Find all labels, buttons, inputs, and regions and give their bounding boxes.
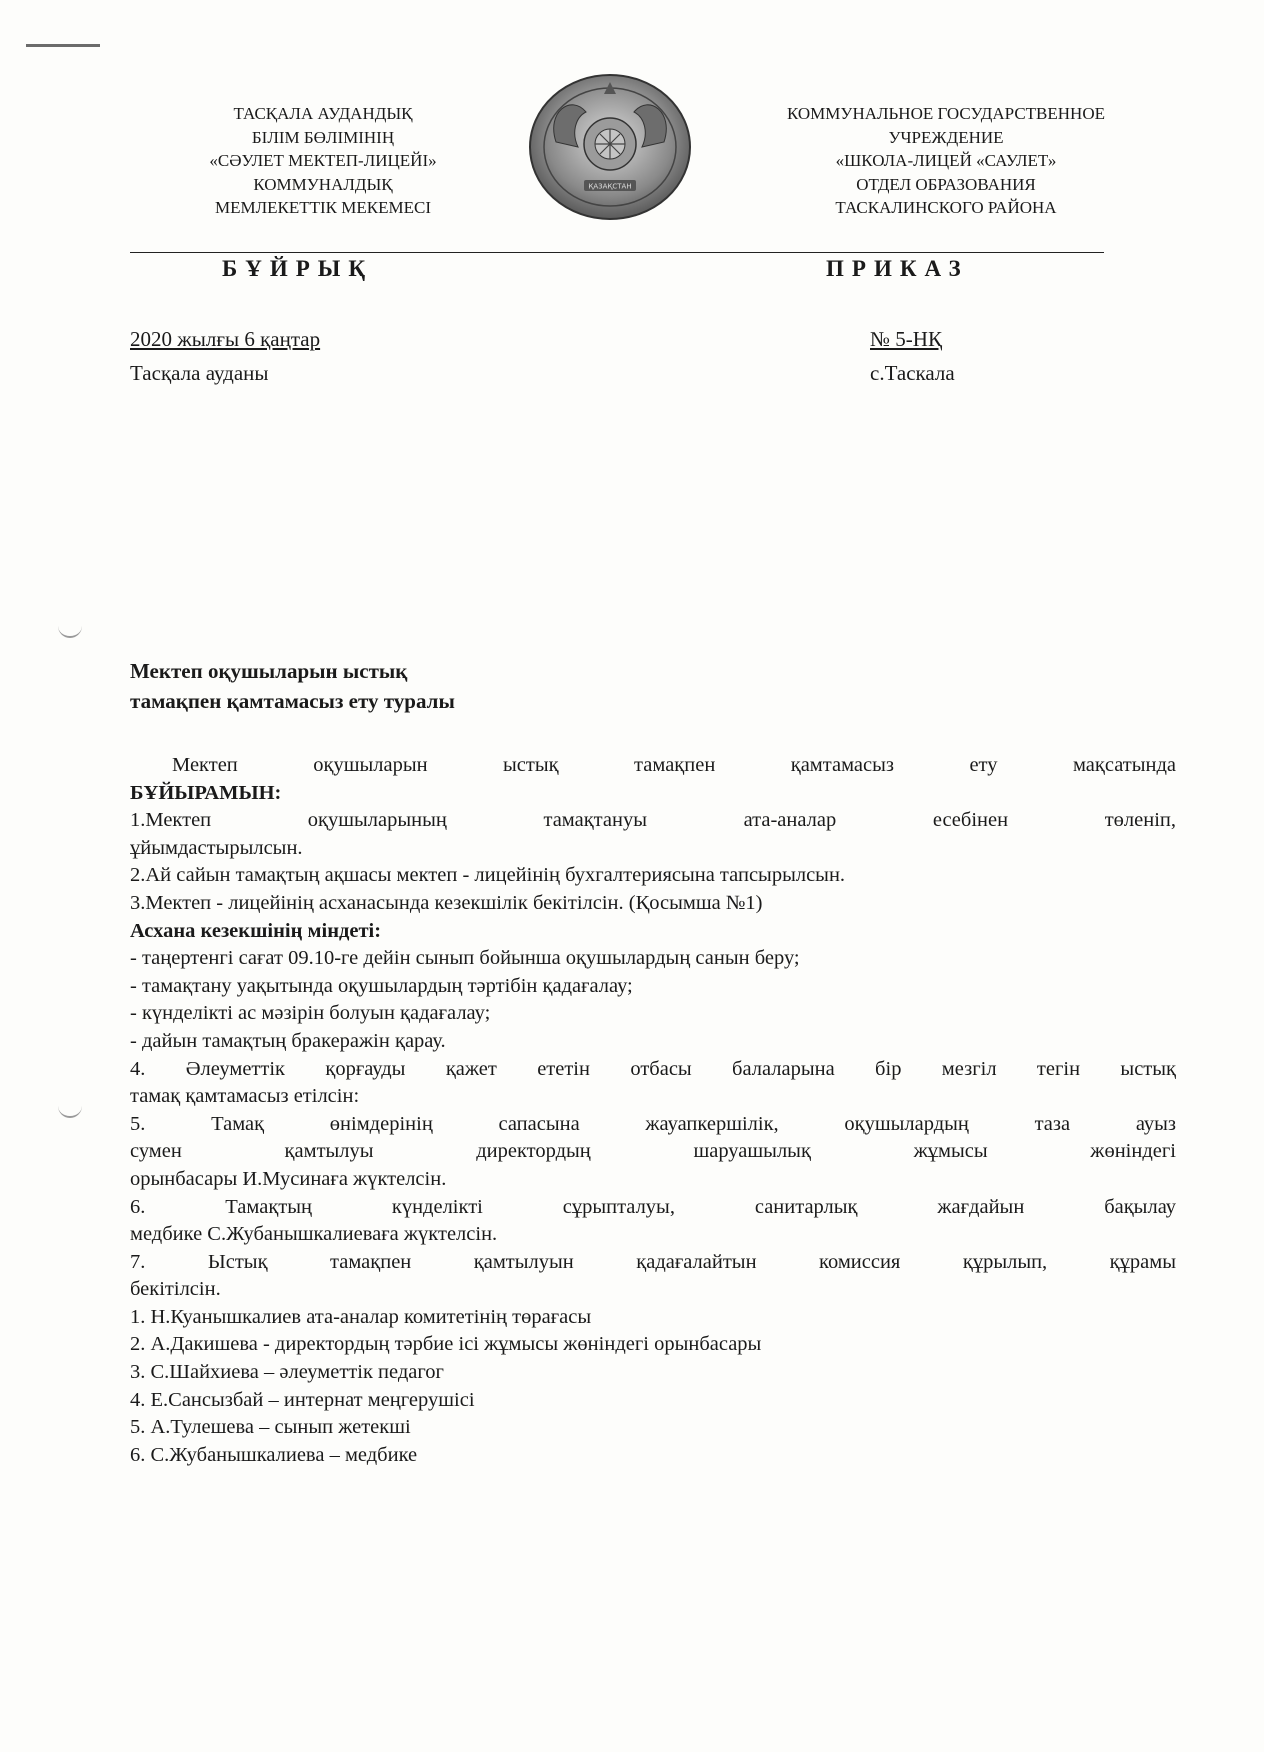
duty-item: - күнделікті ас мәзірін болуын қадағалау; (130, 1002, 491, 1025)
document-title-ru: ПРИКАЗ (826, 256, 969, 281)
order-date: 2020 жылғы 6 қаңтар (130, 327, 321, 351)
duty-item: - тамақтану уақытында оқушылардың тәртібін қадағалау; (130, 974, 633, 997)
punch-hole (58, 622, 82, 638)
header-line: «СӘУЛЕТ МЕКТЕП-ЛИЦЕЙІ» (209, 151, 437, 170)
duty-item: - дайын тамақтың бракеражін қарау. (130, 1029, 446, 1052)
duty-title: Асхана кезекшінің міндеті: (130, 919, 382, 942)
item-5-cont: сумен қамтылуы директордың шаруашылық жұмысы жөніндегі (130, 1140, 1176, 1163)
header-line: БІЛІМ БӨЛІМІНІҢ (251, 127, 395, 147)
duty-item: - таңертенгі сағат 09.10-ге дейін сынып бойынша оқушылардың санын беру; (130, 947, 800, 970)
punch-hole (58, 1102, 82, 1118)
district: Тасқала ауданы (130, 361, 269, 385)
header-line: «ШКОЛА-ЛИЦЕЙ «САУЛЕТ» (835, 151, 1057, 170)
header-russian (732, 102, 1160, 220)
commission-member: 6. С.Жубанышкалиева – медбике (130, 1443, 418, 1466)
place: с.Таскала (870, 361, 955, 385)
header-line: КОММУНАЛДЫҚ (253, 174, 393, 194)
header-kazakh (150, 102, 496, 220)
header-line: МЕМЛЕКЕТТІК МЕКЕМЕСІ (215, 198, 431, 217)
meta-left (130, 322, 320, 390)
order-word: БҰЙЫРАМЫН: (130, 781, 282, 804)
item-3: 3.Мектеп - лицейінің асханасында кезекшілік бекітілсін. (Қосымша №1) (130, 891, 763, 914)
emblem-label: ҚАЗАҚСТАН (588, 182, 632, 191)
header-line: ТАСКАЛИНСКОГО РАЙОНА (835, 198, 1057, 217)
order-body (130, 752, 1176, 1469)
state-emblem-icon (526, 72, 694, 222)
commission-member: 3. С.Шайхиева – әлеуметтік педагог (130, 1361, 444, 1384)
item-7-cont: бекітілсін. (130, 1278, 221, 1301)
commission-member: 2. А.Дакишева - директордың тәрбие ісі жұмысы жөніндегі орынбасары (130, 1333, 762, 1356)
meta-right (870, 322, 955, 390)
document-title-kz: БҰЙРЫҚ (222, 256, 374, 281)
commission-member: 5. А.Тулешева – сынып жетекші (130, 1416, 411, 1439)
order-number: № 5-НҚ (870, 327, 942, 351)
item-1-cont: ұйымдастырылсын. (130, 836, 303, 859)
item-1: 1.Мектеп оқушыларының тамақтануы ата-аналар есебінен төленіп, (130, 809, 1176, 832)
header-line: ТАСҚАЛА АУДАНДЫҚ (233, 104, 413, 123)
item-5-end: орынбасары И.Мусинаға жүктелсін. (130, 1167, 447, 1190)
item-5: 5. Тамақ өнімдерінің сапасына жауапкершілік, оқушылардың таза ауыз (130, 1112, 1176, 1135)
item-6-cont: медбике С.Жубанышкалиеваға жүктелсін. (130, 1223, 498, 1246)
intro-line: Мектеп оқушыларын ыстық тамақпен қамтамасыз ету мақсатында (172, 754, 1176, 776)
header-line: КОММУНАЛЬНОЕ ГОСУДАРСТВЕННОЕ (786, 104, 1105, 123)
commission-member: 1. Н.Куанышкалиев ата-аналар комитетінің төрағасы (130, 1305, 592, 1328)
item-4-cont: тамақ қамтамасыз етілсін: (130, 1085, 360, 1108)
item-7: 7. Ыстық тамақпен қамтылуын қадағалайтын комиссия құрылып, құрамы (130, 1250, 1176, 1273)
header-line: УЧРЕЖДЕНИЕ (888, 127, 1004, 147)
item-4: 4. Әлеуметтік қорғауды қажет ететін отбасы балаларына бір мезгіл тегін ыстық (130, 1057, 1176, 1080)
scan-edge-mark (26, 44, 100, 47)
header-line: ОТДЕЛ ОБРАЗОВАНИЯ (856, 174, 1036, 194)
commission-member: 4. Е.Сансызбай – интернат меңгерушісі (130, 1388, 475, 1411)
header-divider (130, 252, 1104, 253)
subject-line: тамақпен қамтамасыз ету туралы (130, 689, 455, 713)
item-6: 6. Тамақтың күнделікті сұрыпталуы, санитарлық жағдайын бақылау (130, 1195, 1176, 1218)
order-subject (130, 656, 455, 716)
item-2: 2.Ай сайын тамақтың ақшасы мектеп - лицейінің бухгалтериясына тапсырылсын. (130, 864, 846, 887)
subject-line: Мектеп оқушыларын ыстық (130, 659, 408, 683)
